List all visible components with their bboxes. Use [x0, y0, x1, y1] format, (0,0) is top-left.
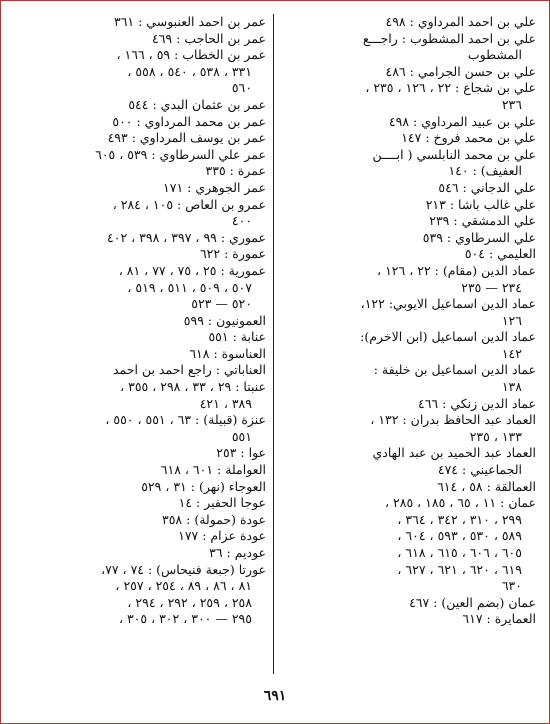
- index-entry: [14, 47, 266, 97]
- index-entry-headline: عماد الدين اسماعيل بن خليفة :: [373, 362, 536, 378]
- index-entry-continuation: ٥٢٠ — ٥٢٣: [191, 296, 252, 312]
- index-entry-headline: علي الدمشقي : ٢٣٩: [429, 213, 536, 229]
- index-entry-headline: عمر بن يوسف المرداوي : ٤٩٣: [107, 130, 266, 146]
- index-entry: [284, 479, 536, 496]
- index-entry-headline: علي الدجاني : ٥٤٦: [438, 179, 536, 195]
- index-entry: [14, 495, 266, 512]
- index-entry: [14, 445, 266, 462]
- index-entry: [284, 31, 536, 64]
- index-entry-headline: العماد عبد الحافظ بدران : ١٣٢ ،: [370, 412, 536, 428]
- index-entry-headline: عودة عزام : ١٧٧: [178, 528, 266, 544]
- index-entry-continuation: ١٢٦: [501, 312, 522, 328]
- index-entry: [284, 611, 536, 628]
- index-entry-headline: عمر بن الحاجب : ٤٦٩: [152, 30, 266, 46]
- index-entry: [284, 130, 536, 147]
- index-entry: [284, 412, 536, 445]
- index-entry-headline: عنابة : ٥٥١: [208, 329, 266, 345]
- index-entry: [284, 114, 536, 131]
- index-entry-headline: عمرو بن العاص : ١٠٥ ، ٢٨٤ ،: [112, 196, 266, 212]
- index-entry-headline: علي بن احمد المشطوب : راجـــع: [362, 30, 536, 46]
- page-number: ٦٩١: [263, 688, 287, 704]
- index-entry-headline: عمر بن الخطاب : ٥٩ ، ١٦٦ ،: [116, 47, 266, 63]
- index-entry-headline: عمرة : ٣٣٥: [205, 163, 266, 179]
- index-entry-continuation: العفيف) : ١٤٠: [448, 163, 522, 179]
- index-entry: [14, 512, 266, 529]
- index-entry: [284, 180, 536, 197]
- index-entry: [14, 114, 266, 131]
- index-entry-continuation: ٨١ ، ٨٦ ، ٨٩ ، ٢٥٤ ، ٢٥٧ ،: [115, 578, 252, 594]
- index-entry-headline: عنزة (قبيلة) : ٦٣ ، ٥٥١ ، ٥٥٠ ،: [105, 412, 266, 428]
- index-entry-headline: علي بن عبيد المرداوي : ٤٩٨: [388, 113, 536, 129]
- index-entry-headline: عنبتا : ٢٩ ، ٣٣ ، ٢٩٨ ، ٣٥٥ ،: [120, 379, 266, 395]
- index-entry: [284, 329, 536, 362]
- index-entry-continuation: ٢٩٩ ، ٣١٠ ، ٣٤٢ ، ٣٦٤ ،: [397, 511, 522, 527]
- index-entry-continuation: ٢٣٦: [501, 96, 522, 112]
- index-entry: [14, 379, 266, 412]
- index-entry-headline: عماد الدين اسماعيل الايوبي: ١٢٢،: [360, 296, 536, 312]
- index-entry-headline: العواملة : ٦٠١ ، ٦١٨: [160, 462, 266, 478]
- index-entry-headline: عموري : ٩٩ ، ٣٩٧ ، ٣٩٨ ، ٤٠٢: [107, 229, 266, 245]
- index-entry: [284, 80, 536, 113]
- index-entry: [14, 230, 266, 247]
- index-entry-continuation: ٥٠٧ ، ٥٠٩ ، ٥١١ ، ٥١٩ ،: [127, 279, 252, 295]
- index-entry-headline: عمان (بضم العين) : ٤٦٧: [409, 594, 536, 610]
- index-entry-continuation: ١٣٣ ، ٢٣٥: [469, 428, 522, 444]
- index-entry: [284, 296, 536, 329]
- index-entry-headline: العمونيون : ٥٩٩: [183, 312, 266, 328]
- index-entry-headline: علي بن محمد فروخ : ١٤٧: [401, 130, 536, 146]
- index-entry-headline: عمر الجوهري : ١٧١: [163, 179, 266, 195]
- index-entry-continuation: ٥٨٩ ، ٥٣٠ ، ٥٩٣ ، ٦٠٤ ،: [397, 528, 522, 544]
- column-divider: [273, 14, 274, 674]
- index-entry: [14, 130, 266, 147]
- index-entry: [14, 246, 266, 263]
- index-entry: [14, 346, 266, 363]
- index-entry-continuation: ٦٣٠: [501, 578, 522, 594]
- index-entry-headline: العوجاء (نهر) : ٣١ ، ٥٢٩: [141, 478, 266, 494]
- index-entry-headline: عودة (حمولة) : ٣٥٨: [162, 511, 266, 527]
- index-entry: [14, 97, 266, 114]
- index-entry: [284, 445, 536, 478]
- index-entry-headline: العمالقة : ٥٨ ، ٦١٤: [437, 478, 536, 494]
- index-entry-continuation: المشطوب: [467, 47, 522, 63]
- index-entry-continuation: ٣٨٩ ، ٤٢١: [199, 395, 252, 411]
- index-entry-headline: العماد عبد الحميد بن عبد الهادي: [372, 445, 536, 461]
- index-page: [14, 8, 536, 708]
- index-entry: [284, 263, 536, 296]
- index-entry-headline: العليمي : ٥٠٤: [464, 246, 536, 262]
- index-entry: [14, 163, 266, 180]
- index-entry-headline: عمر بن احمد العنبوسي : ٣٦١: [113, 14, 266, 29]
- index-column-right: [284, 14, 536, 628]
- index-entry-headline: عمورية : ٢٥ ، ٧٥ ، ٧٧ ، ٨١ ،: [118, 262, 266, 278]
- index-entry: [14, 479, 266, 496]
- index-entry-headline: عماد الدين (مقام) : ٢٢ ، ١٢٦ ،: [377, 262, 536, 278]
- index-entry-continuation: ٢٣٤ — ٢٣٥: [461, 279, 522, 295]
- index-entry: [14, 329, 266, 346]
- index-entry: [14, 412, 266, 445]
- index-entry-headline: عوديم : ٣٦: [209, 545, 266, 560]
- index-entry-continuation: ٦١٩ ، ٦٢٠ ، ٦٢١ ، ٦٢٧ ،: [397, 561, 522, 577]
- index-entry-headline: علي بن احمد المرداوي : ٤٩٨: [385, 14, 536, 29]
- index-entry-continuation: الجماعيني : ٤٧٤: [437, 462, 522, 478]
- index-entry-continuation: ١٤٢: [501, 345, 522, 361]
- index-entry-headline: عمر بن محمد المرداوي : ٥٠٠: [112, 113, 266, 129]
- index-entry: [284, 213, 536, 230]
- index-entry: [284, 14, 536, 31]
- index-entry: [14, 180, 266, 197]
- index-entry-headline: عمر بن عثمان البدي : ٥٤٤: [128, 96, 266, 112]
- index-entry: [14, 197, 266, 230]
- index-entry-continuation: ١٣٨: [501, 379, 522, 395]
- index-entry-headline: العناسوة : ٦١٨: [189, 345, 266, 361]
- index-entry: [284, 64, 536, 81]
- index-entry-continuation: ٤٠٠: [231, 213, 252, 229]
- index-entry: [14, 14, 266, 31]
- index-entry: [14, 147, 266, 164]
- index-entry-headline: علي غالب باشا : ٢١٣: [425, 196, 536, 212]
- index-entry-headline: عوجا الحفير : ١٤: [178, 495, 266, 511]
- index-entry-continuation: ٦٠٥ ، ٦٠٦ ، ٦١٥ ، ٦١٨ ،: [397, 545, 522, 560]
- index-entry: [14, 545, 266, 562]
- index-entry: [284, 147, 536, 180]
- index-entry: [14, 313, 266, 330]
- index-entry-headline: علي بن شجاع : ٢٢ ، ١٢٦ ، ٢٣٥ ،: [365, 80, 536, 96]
- index-entry: [14, 462, 266, 479]
- index-entry: [284, 595, 536, 612]
- index-entry: [284, 230, 536, 247]
- index-entry: [284, 495, 536, 595]
- index-entry: [14, 31, 266, 48]
- index-entry-headline: عماد الدين اسماعيل (ابن الاخرم):: [360, 329, 536, 345]
- index-entry: [14, 362, 266, 379]
- index-entry: [284, 197, 536, 214]
- index-entry: [14, 562, 266, 628]
- index-entry-headline: عمان : ١١ ، ٦٥ ، ١٨٥ ، ٢٨٥ ،: [385, 495, 536, 511]
- index-entry-headline: العناباتي : راجع احمد بن احمد: [112, 362, 266, 378]
- index-entry: [284, 246, 536, 263]
- index-entry-continuation: ٢٩٥ — ٣٠٠ ، ٣٠٢ ، ٣٠٥ ،: [118, 611, 252, 627]
- index-entry: [284, 362, 536, 395]
- index-entry: [284, 396, 536, 413]
- index-entry-headline: علي السرطاوي : ٥٣٩: [422, 229, 536, 245]
- index-entry-headline: عوا : ٢٥٣: [216, 445, 266, 461]
- index-entry-headline: العمايرة : ٦١٧: [462, 611, 536, 627]
- index-entry-continuation: ٢٥٨ ، ٢٥٩ ، ٢٩٢ ، ٢٩٤ ،: [127, 594, 252, 610]
- index-entry: [14, 263, 266, 313]
- index-entry-headline: عماد الدين زنكي : ٤٦٦: [418, 395, 536, 411]
- index-entry-headline: عمر علي السرطاوي : ٥٣٩ ، ٦٠٥: [95, 146, 266, 162]
- index-entry-headline: علي بن محمد النابلسي ( ابــــن: [372, 146, 536, 162]
- index-entry-headline: عورتا (جبعة فنيحاس) : ٧٤ ، ٧٧،: [101, 561, 266, 577]
- index-column-left: [14, 14, 266, 628]
- index-entry-continuation: ٥٥١: [231, 428, 252, 444]
- index-entry-headline: علي بن حسن الجرامي : ٤٨٦: [385, 63, 536, 79]
- index-entry-headline: عمورة : ٦٢٢: [199, 246, 266, 262]
- index-entry-continuation: ٣٣١ ، ٥٣٨ ، ٥٤٠ ، ٥٥٨ ،: [127, 63, 252, 79]
- index-entry-continuation: ٥٦٠: [231, 80, 252, 96]
- index-entry: [14, 528, 266, 545]
